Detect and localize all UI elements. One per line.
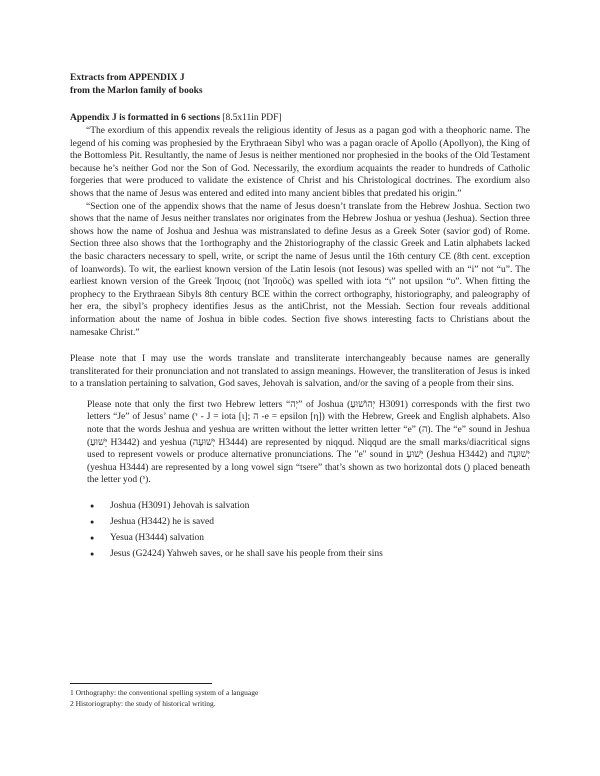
section-title-format: [8.5x11in PDF] — [219, 113, 282, 123]
list-item: ● Yesua (H3444) salvation — [110, 530, 530, 546]
list-item: ● Joshua (H3091) Jehovah is salvation — [110, 498, 530, 514]
document-body — [70, 72, 530, 562]
exordium-quote: “The exordium of this appendix reveals the religious identity of Jesus as a pagan god with a theophoric name. The legend of his coming was prophesied by the Erythraean Sibyl who was a pagan oracle of Apollo (Apollyon), the King of the Bottomless Pit. Resultantly, the name of Jesus is neither mentioned nor prophesied in the books of the Old Testament because he’s neither God nor the Son of God. Necessarily, the exordium acquaints the reader to hundreds of Catholic forgeries that were produced to validate the existence of Christ and his Christological doctrines. The exordium also shows that the name of Jesus was entered and edited into many ancient bibles that predated his origin.” — [70, 126, 530, 199]
hebrew-letters-note: Please note that only the first two Hebrew letters “יְה” of Joshua (יְהוֹשׁוּעַ H3091) corresponds with the first two letters “Je” of Jesus’ name (י - J = iota [ι]; ה -e = epsilon [η]) with the Hebrew, Greek and English alphabets. Also note that the words Jeshua and yeshua are written without the letter written letter “e” (ה). The “e” sound in Jeshua (יֵשׁוּעַ H3442) and yeshua (יְשׁוּעָה H3444) are represented by niqqud. Niqqud are the small marks/diacritical signs used to represent vowels or produce alternative pronunciations. The "e" sound in יֵשׁוּעַ (Jeshua H3442) and יְשׁוּעָה (yeshua H3444) are represented by a long vowel sign “tsere” that’s shown as two horizontal dots (ֵ) placed beneath the letter yod (י). — [87, 399, 531, 486]
list-item: ● Jesus (G2424) Yahweh saves, or he shall save his people from their sins — [110, 546, 530, 562]
footnote-divider — [70, 683, 212, 684]
header-line-1: Extracts from APPENDIX J — [70, 73, 185, 83]
footnote-2: 2 Historiography: the study of historical writing. — [70, 699, 216, 708]
name-meaning-list — [70, 498, 530, 562]
section-title — [70, 112, 530, 125]
footnote-1: 1 Orthography: the conventional spelling system of a language — [70, 688, 259, 697]
sections-quote: “Section one of the appendix shows that the name of Jesus doesn’t translate from the Hebrew Joshua. Section two shows that the name of Jesus neither translates nor originates from the Hebrew Joshua or yeshua (Jeshua). Section three shows how the name of Joshua and Jeshua was mistranslated to define Jesus as a Greek Soter (savior god) of Rome. Section three also shows that the 1orthography and the 2historiography of the classic Greek and Latin alphabets lacked the basic characters necessary to spell, write, or script the name of Jesus until the 16th century CE (8th cent. exception of loanwords). To wit, the earliest known version of the Latin Iesois (not Iesous) was spelled with an “i” not “u”. The earliest known version of the Greek Ἰησοις (not Ἰησοῦς) was spelled with iota “ι” not upsilon “υ”. When fitting the prophecy to the Erythraean Sibyls 8th century BCE within the correct orthography, historiography, and paleography of her era, the sibyl’s prophecy identifies Jesus as the antiChrist, not the Messiah. Section four reveals additional information about the name of Joshua in bible codes. Section five shows interesting facts to Christians about the namesake Christ.” — [70, 201, 530, 338]
translation-note: Please note that I may use the words translate and transliterate interchangeably because names are generally transliterated for their pronunciation and not translated to assign meanings. However, the transliteration of Jesus is inked to a translation pertaining to salvation, God saves, Jehovah is salvation, and/or the saving of a people from their sins. — [70, 354, 530, 390]
list-item: ● Jeshua (H3442) he is saved — [110, 514, 530, 530]
section-title-bold: Appendix J is formatted in 6 sections — [70, 113, 220, 123]
header-line-2: from the Marlon family of books — [70, 86, 203, 96]
